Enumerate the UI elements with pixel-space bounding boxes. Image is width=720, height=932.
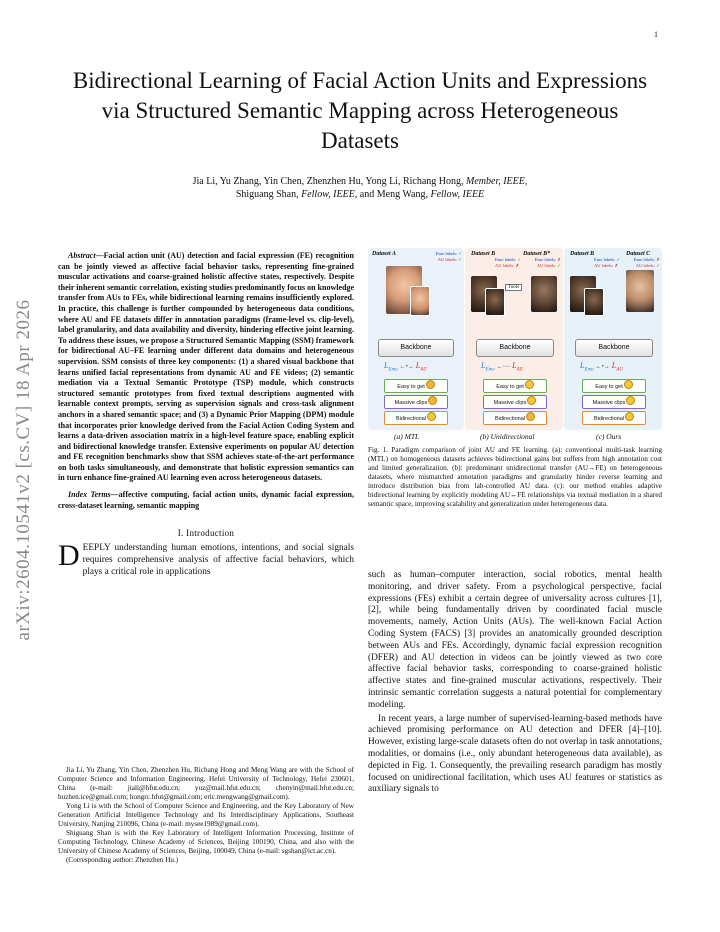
intro-paragraph-start: [58, 539, 354, 578]
legend-emo-label: Emo labels:: [495, 257, 517, 262]
check-icon: ✓: [616, 257, 621, 262]
abstract-text: —Facial action unit (AU) detection and facial expression (FE) recognition can be jointly viewed as affective facial behavior tasks, representing fine-grained muscular activations and coarse-grained holistic affective states, respectively. Despite their inherent semantic correlation, existing studies predominantly focus on knowledge transfer from AUs to FEs, while bidirectional learning remains insufficiently explored. In practice, this challenge is further compounded by heterogeneous data conditions, where AU and FE datasets differ in annotation paradigms (frame-level vs. clip-level), label granularity, and data availability and diversity, hindering effective joint learning. To address these issues, we propose a Structured Semantic Mapping (SSM) framework for bidirectional AU–FE learning under different data domains and heterogeneous supervision. SSM consists of three key components: (1) a shared visual backbone that learns unified facial representations from dynamic AU and FE videos; (2) semantic mediation via a Textual Semantic Prototype (TSP) module, which constructs structured semantic prototypes from fixed textual descriptions augmented with learnable context prompts, serving as supervision signals and cross-task alignment anchors in a shared semantic space; and (3) a Dynamic Prior Mapping (DPM) module that incorporates prior knowledge derived from the Facial Action Coding System and learns a data-driven association matrix in a high-level feature space, enabling explicit and bidirectional knowledge transfer. Extensive experiments on popular AU detection and FE recognition benchmarks show that SSM achieves state-of-the-art performance on both tasks simultaneously, and demonstrate that holistic expression semantics can in turn enhance fine-grained AU learning even across heterogeneous datasets.: [58, 251, 354, 483]
arxiv-stamp-text: arXiv:2604.10541v2 [cs.CV] 18 Apr 2026: [13, 299, 34, 641]
backbone-block: Backbone: [476, 339, 554, 357]
legend-emo-label: Emo labels:: [435, 251, 458, 256]
intro-text-left: understanding human emotions, intentions, and social signals requires comprehensive analysis of affective facial behaviors, which plays a critical role in applications: [82, 543, 354, 577]
check-icon: ✓: [458, 251, 462, 256]
legend: [594, 257, 620, 268]
cross-icon: ✗: [656, 257, 660, 262]
panel-unidirectional: [465, 248, 563, 430]
sad-face-icon: [526, 412, 535, 421]
prop-bidirectional-label: Bidirectional: [396, 416, 426, 422]
first-word-rest: EEPLY: [82, 543, 111, 554]
prop-massive: [384, 395, 448, 409]
smile-face-icon: [427, 412, 436, 421]
authors-line2-affil-a: Fellow, IEEE,: [301, 189, 358, 200]
left-arrow-icon: ←·····: [496, 364, 511, 370]
arxiv-stamp: [12, 250, 36, 690]
abstract: [58, 251, 354, 484]
dataset-b2-label: Dataset B: [570, 251, 595, 257]
subcaption-mtl: (a) MTL: [394, 432, 420, 441]
prop-bidirectional: [384, 411, 448, 425]
prop-massive: [483, 395, 547, 409]
dataset-b-label: Dataset B: [471, 251, 496, 257]
smile-face-icon: [625, 412, 634, 421]
loss-emo: L: [384, 361, 389, 370]
legend-au-label: AU labels:: [635, 262, 656, 268]
prop-bidirectional-label: Bidirectional: [594, 416, 624, 422]
smile-face-icon: [626, 396, 635, 405]
loss-au: L: [415, 361, 421, 370]
check-icon: ✓: [517, 257, 522, 262]
left-column: [58, 251, 354, 579]
loss-emo: L: [580, 361, 585, 370]
legend-au-label: AU labels:: [594, 262, 614, 268]
footnote: Shiguang Shan is with the Key Laboratory of Intelligent Information Processing, Institute of Computing Technology, Chinese Academy of Sciences, Beijing 100190, China, and also with the University of Chinese Academy of Sciences, Beijing, 100049, China (e-mail: sgshan@ict.ac.cn).: [58, 829, 354, 855]
loss-emo-sub: Emo: [584, 367, 594, 373]
prop-easy-label: Easy to get: [496, 384, 524, 390]
subcaption-ours: (c) Ours: [596, 432, 622, 441]
bidirectional-arrow-icon: ←•→: [399, 364, 414, 370]
prop-massive-label: Massive clips: [592, 400, 626, 406]
legend: [436, 251, 462, 262]
index-terms-lead: Index Terms: [68, 490, 111, 500]
loss-au-sub: AU: [516, 367, 524, 373]
loss-pair: [580, 361, 623, 373]
footnote: (Corresponding author: Zhenzhen Hu.): [66, 856, 179, 864]
section-heading-introduction: I. Introduction: [177, 528, 235, 539]
figure-1-caption: Fig. 1. Paradigm comparison of joint AU and FE learning. (a): conventional multi-task learning (MTL) on homogeneous datasets achieves bidirectional gains but suffers from high annotation cost and limited generalization. (b): predominant unidirectional transfer (AU→FE) on heterogeneous datasets, where mismatched annotation paradigms and granularity hinder reverse learning and introduce distribution bias from lab-controlled AU data. (c): our method enables adaptive bidirectional learning by explicitly modeling AU↔FE relationships via textual mediation in a shared semantic space, improving scalability and generalization under heterogeneous data.: [368, 446, 662, 508]
legend-au-label: AU labels:: [495, 262, 515, 268]
prop-easy-label: Easy to get: [397, 384, 425, 390]
check-icon: ✓: [656, 262, 660, 268]
dataset-c-label: Dataset C: [626, 251, 651, 257]
panel-mtl: [368, 248, 464, 430]
abstract-lead: Abstract: [68, 251, 96, 260]
bidirectional-arrow-icon: ←•→: [595, 364, 610, 370]
legend-emo-label: Emo labels:: [534, 257, 557, 262]
face-image: [626, 270, 654, 312]
prop-massive-label: Massive clips: [394, 400, 428, 406]
legend: [495, 257, 521, 268]
sad-face-icon: [428, 396, 437, 405]
loss-emo-sub: Emo: [485, 367, 495, 373]
loss-pair: [384, 361, 427, 373]
prop-easy: [582, 379, 646, 393]
baby-face-image: [410, 286, 430, 316]
dropcap-letter: D: [58, 539, 80, 573]
cross-icon: ✗: [515, 262, 520, 268]
loss-emo-sub: Emo: [388, 367, 398, 373]
dataset-b-star-label: Dataset B*: [523, 251, 551, 257]
subcaption-unidirectional: (b) Unidirectional: [480, 432, 535, 441]
page-number: 1: [654, 30, 658, 39]
index-terms: [58, 490, 354, 511]
smile-face-icon: [624, 380, 633, 389]
loss-pair: [481, 361, 523, 373]
sad-face-icon: [426, 380, 435, 389]
paper-title: Bidirectional Learning of Facial Action Units and Expressions via Structured Semantic Mapping across Heterogeneous Datasets: [72, 68, 648, 153]
prop-easy: [384, 379, 448, 393]
cross-icon: ✗: [614, 262, 619, 268]
legend-au-label: AU labels:: [437, 256, 458, 262]
face-image: [485, 288, 505, 316]
prop-bidirectional-label: Bidirectional: [495, 416, 525, 422]
intro-text-right: such as human–computer interaction, social robotics, mental health monitoring, and driver safety. From a psychological perspective, facial expressions (FEs) exhibit a certain degree of universality across cultures [1], [2], while being fundamentally driven by coordinated facial muscle movements, namely, Action Units (AUs). The well-known Facial Action Coding System (FACS) [3] provides an anatomically grounded description between AUs and FEs. Accordingly, dynamic facial expression recognition (DFER) and AU detection in videos can be jointly viewed as two core affective facial behavior tasks, corresponding to coarse-grained holistic affective states and fine-grained muscular activations, respectively. Their intrinsic semantic correlation suggests a natural potential for complementary modeling.: [368, 570, 662, 710]
authors-line1: Jia Li, Yu Zhang, Yin Chen, Zhenzhen Hu, Yong Li, Richang Hong,: [192, 176, 467, 187]
legend: [535, 257, 561, 268]
prop-bidirectional: [483, 411, 547, 425]
prop-massive-label: Massive clips: [493, 400, 527, 406]
backbone-block: Backbone: [378, 339, 454, 357]
author-list: [90, 175, 630, 201]
footnote: Jia Li, Yu Zhang, Yin Chen, Zhenzhen Hu, Richang Hong and Meng Wang are with the School of Computer Science and Information Engineering, Hefei University of Technology, Hefei 230601, China (e-mail: jiali@hfut.edu.cn; yuz@mail.hfut.edu.cn; chenyin@mail.hfut.edu.cn; huzhen.ice@gmail.com; hongrc.hfut@gmail.com; eric.mengwang@gmail.com).: [58, 766, 354, 801]
loss-au: L: [512, 361, 517, 370]
loss-au-sub: AU: [420, 367, 427, 373]
footnote: Yong Li is with the School of Computer Science and Engineering, and the Key Laboratory of New Generation Artificial Intelligence Technology and Its Interdisciplinary Applications, Southeast University, Nanjing 210096, China (e-mail: mysee1989@gmail.com).: [58, 802, 354, 828]
legend-emo-label: Emo labels:: [633, 257, 656, 262]
backbone-block: Backbone: [575, 339, 653, 357]
figure-1: [368, 248, 662, 443]
cross-icon: ✗: [557, 257, 561, 262]
legend: [634, 257, 660, 268]
legend-emo-label: Emo labels:: [594, 257, 616, 262]
prop-bidirectional: [582, 411, 646, 425]
authors-line2-a: Shiguang Shan,: [235, 189, 302, 200]
smile-face-icon: [527, 396, 536, 405]
index-terms-text: —affective computing, facial action units, dynamic facial expression, cross-dataset learning, semantic mapping: [58, 490, 354, 510]
loss-emo: L: [481, 361, 486, 370]
legend-au-label: AU labels:: [536, 262, 557, 268]
panel-ours: [564, 248, 662, 430]
authors-line2-b: and Meng Wang,: [357, 189, 431, 200]
check-icon: ✓: [557, 262, 561, 268]
dataset-a-label: Dataset A: [372, 251, 396, 257]
loss-au: L: [611, 361, 617, 370]
smile-face-icon: [525, 380, 534, 389]
intro-paragraph-2: In recent years, a large number of supervised-learning-based methods have achieved promising performance on AU detection and DFER [4]–[10]. However, existing large-scale datasets often do not overlap in task annotations, modalities, or domains (i.e., only abundant heterogeneous data available), as depicted in Fig. 1. Consequently, the prevailing research paradigm has mostly focused on unidirectional facilitation, which uses AU features or statistics as auxiliary signals to: [368, 713, 662, 795]
right-column: [368, 570, 662, 796]
loss-au-sub: AU: [616, 367, 623, 373]
author-footnotes: [58, 766, 354, 865]
prop-massive: [582, 395, 646, 409]
authors-line1-affil: Member, IEEE,: [466, 176, 528, 187]
authors-line2-affil-b: Fellow, IEEE: [430, 189, 485, 200]
tools-label: Tools: [505, 284, 522, 291]
face-image: [584, 288, 604, 316]
check-icon: ✓: [458, 256, 462, 262]
prop-easy: [483, 379, 547, 393]
face-image: [531, 276, 557, 312]
prop-easy-label: Easy to get: [595, 384, 623, 390]
